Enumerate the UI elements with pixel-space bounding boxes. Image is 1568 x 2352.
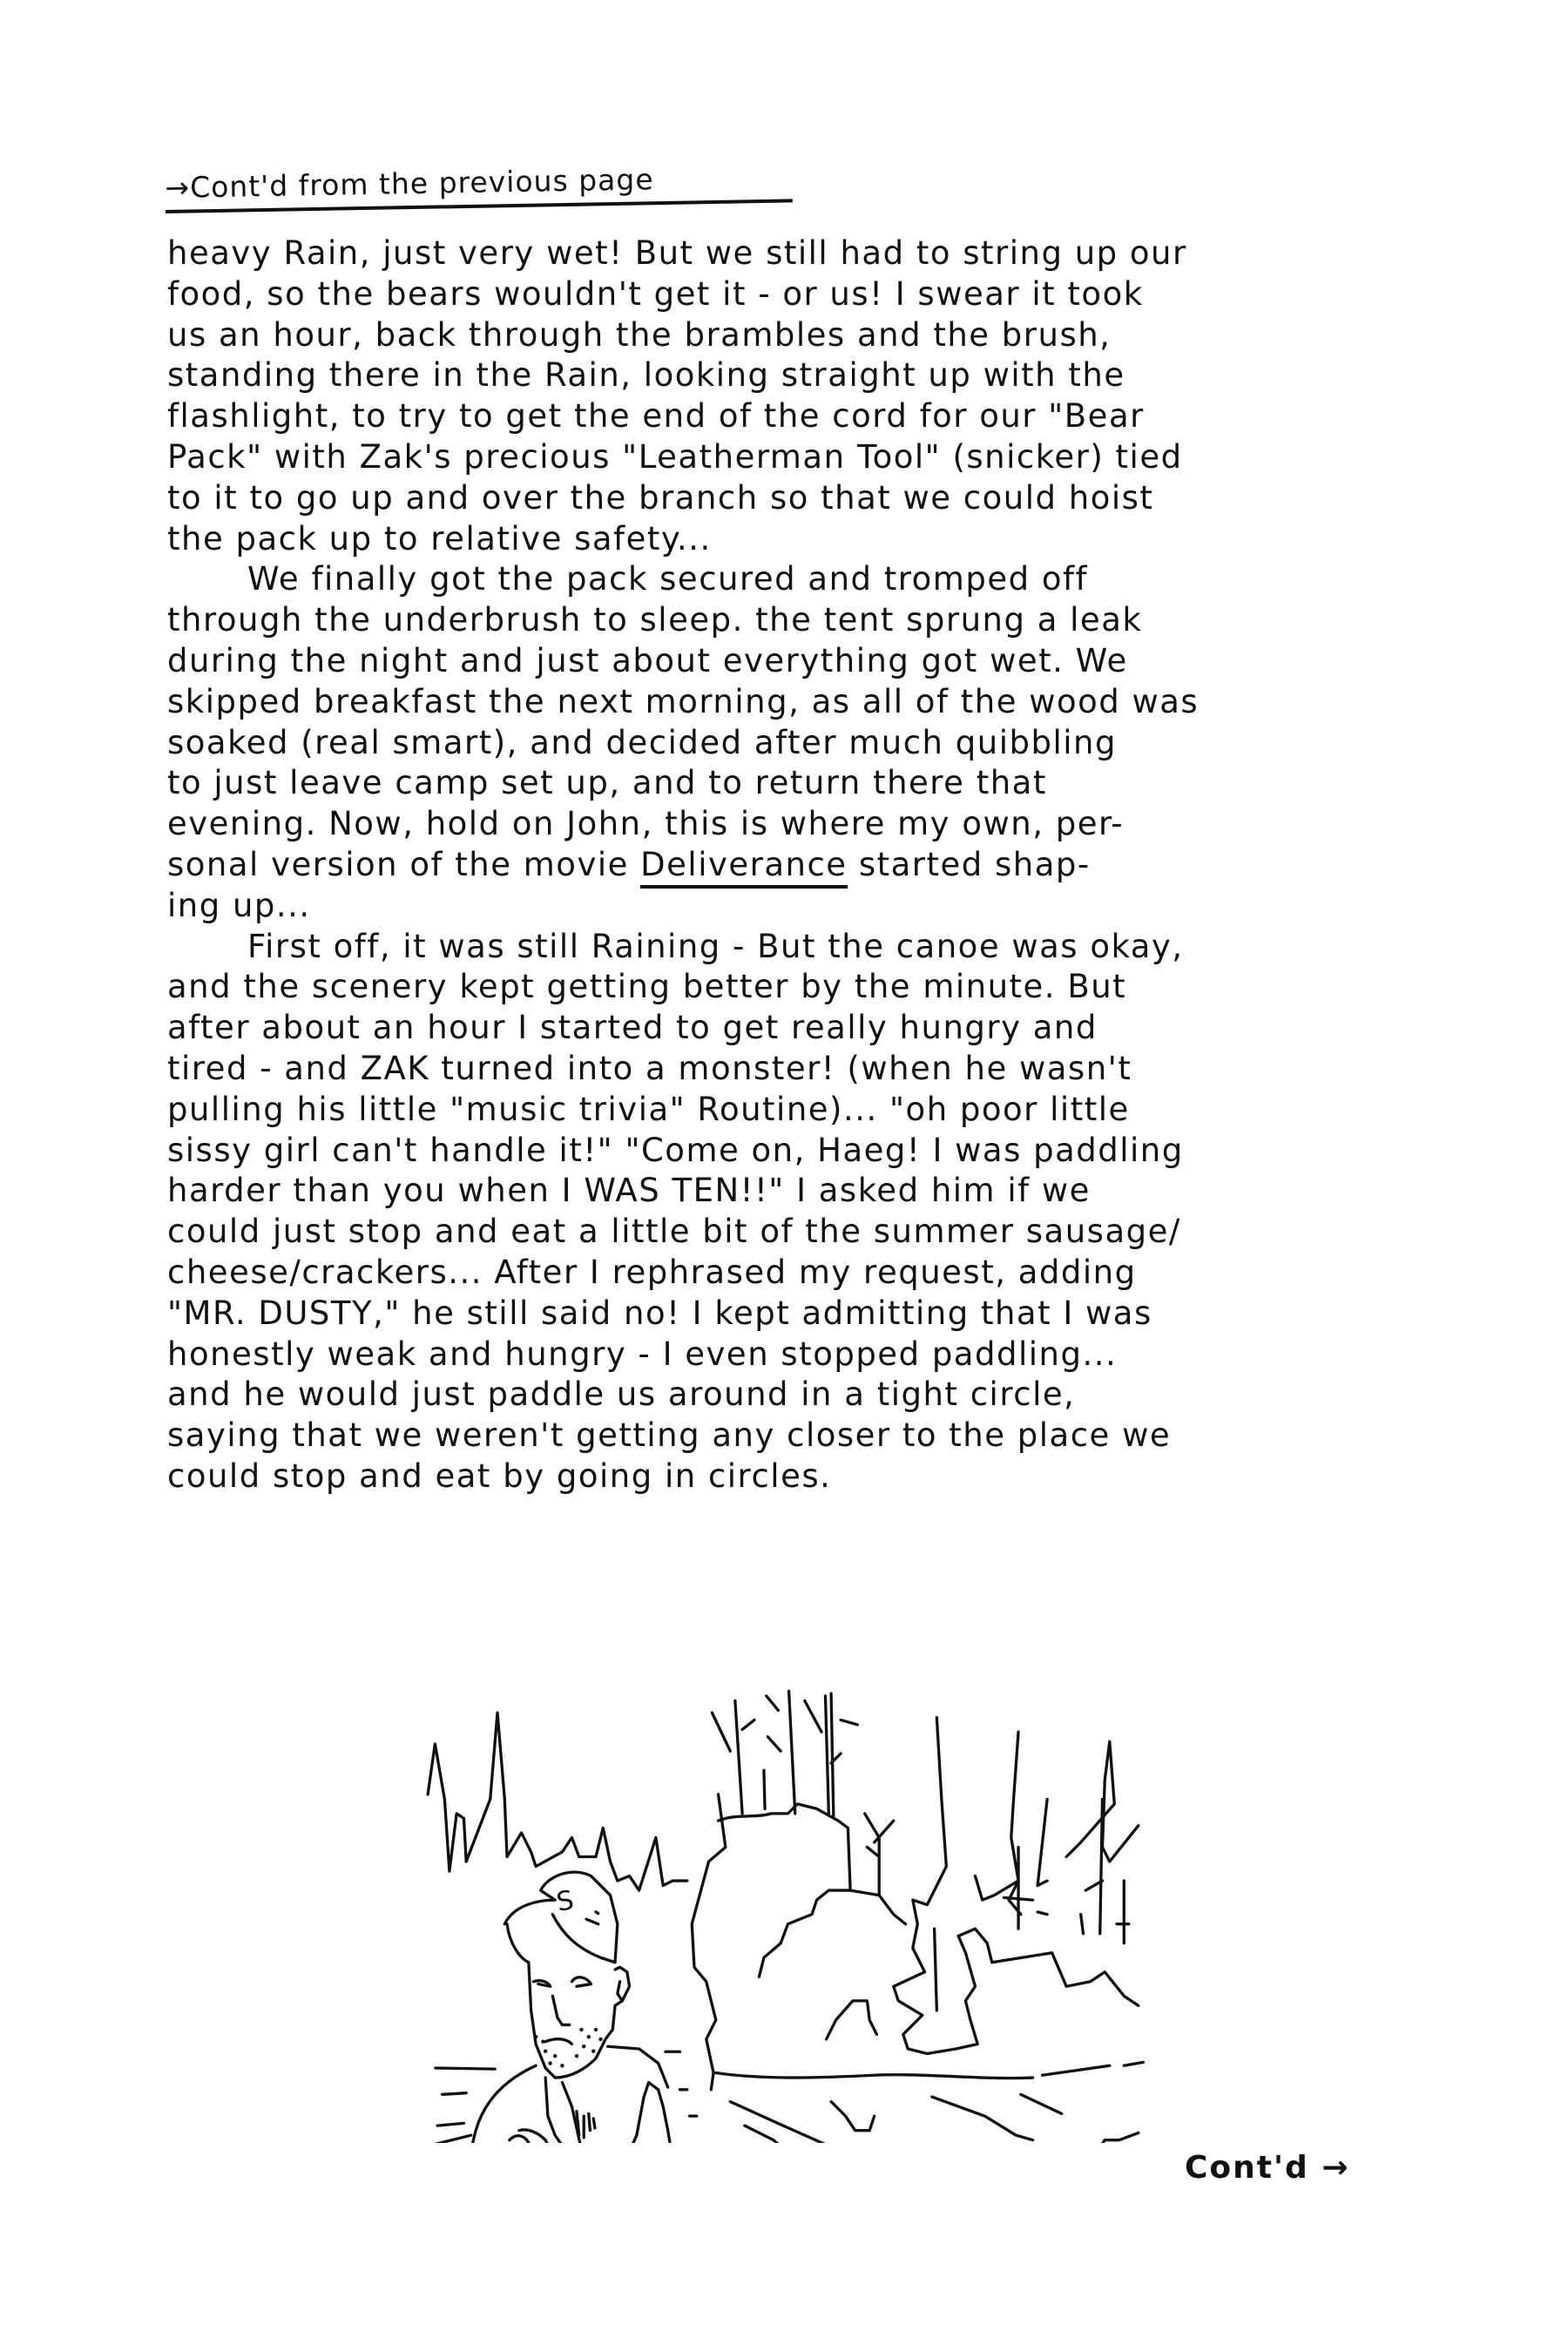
text-line: heavy Rain, just very wet! But we still had to string up our	[167, 234, 1187, 272]
body	[467, 2046, 679, 2143]
text-line: pulling his little "music trivia" Routine)... "oh poor little	[167, 1090, 1130, 1128]
continued-footer: Cont'd →	[1185, 2150, 1350, 2186]
text-line: soaked (real smart), and decided after much quibbling	[167, 723, 1117, 761]
text-line: to it to go up and over the branch so that we could hoist	[167, 478, 1154, 517]
face	[529, 1963, 630, 2078]
text-line: after about an hour I started to get really hungry and	[167, 1009, 1098, 1047]
text-line: First off, it was still Raining - But the canoe was okay,	[247, 927, 1184, 965]
text-line: standing there in the Rain, looking straight up with the	[167, 356, 1125, 395]
text-line: "MR. DUSTY," he still said no! I kept admitting that I was	[167, 1294, 1152, 1332]
text-line: Pack" with Zak's precious "Leatherman Tool" (snicker) tied	[167, 437, 1183, 476]
text-segment: started shap-	[847, 845, 1091, 883]
text-line: food, so the bears wouldn't get it - or us! I swear it took	[167, 274, 1144, 313]
text-segment: sonal version of the movie	[167, 845, 641, 883]
text-line: tired - and ZAK turned into a monster! (when he wasn't	[167, 1049, 1132, 1087]
text-line: could just stop and eat a little bit of the summer sausage/	[167, 1213, 1181, 1251]
text-line-with-title	[167, 845, 1422, 886]
text-line: ing up...	[167, 886, 311, 924]
canoe-man-illustration	[418, 1655, 1167, 2143]
text-line: and he would just paddle us around in a tight circle,	[167, 1375, 1076, 1414]
text-line: through the underbrush to sleep. the tent sprung a leak	[167, 601, 1143, 639]
body-text	[167, 233, 1422, 1497]
bush-center	[692, 1794, 905, 2090]
text-line: to just leave camp set up, and to return there that	[167, 764, 1047, 802]
river-ripples	[713, 2094, 1139, 2143]
cap-logo: S	[554, 1885, 577, 1918]
text-line: skipped breakfast the next morning, as all of the wood was	[167, 682, 1200, 720]
text-line: and the scenery kept getting better by the minute. But	[167, 968, 1127, 1006]
text-line: the pack up to relative safety...	[167, 519, 712, 558]
text-line: cheese/crackers... After I rephrased my request, adding	[167, 1253, 1137, 1291]
text-line: saying that we weren't getting any closer to the place we	[167, 1416, 1172, 1455]
text-line: We finally got the pack secured and tromped off	[247, 560, 1089, 598]
movie-title-deliverance: Deliverance	[640, 846, 847, 889]
text-line: harder than you when I WAS TEN!!" I asked him if we	[167, 1172, 1091, 1210]
text-line: flashlight, to try to get the end of the cord for our "Bear	[167, 397, 1145, 436]
text-line: us an hour, back through the brambles and the brush,	[167, 315, 1112, 354]
text-line: evening. Now, hold on John, this is where my own, per-	[167, 805, 1125, 843]
text-line: sissy girl can't handle it!" "Come on, Haeg! I was paddling	[167, 1131, 1184, 1169]
text-line: during the night and just about everything got wet. We	[167, 641, 1128, 679]
text-line: could stop and eat by going in circles.	[167, 1456, 832, 1495]
text-line: honestly weak and hungry - I even stopped paddling...	[167, 1335, 1118, 1373]
treeline-left	[428, 1713, 687, 1890]
continued-from-header: →Cont'd from the previous page	[165, 159, 793, 213]
